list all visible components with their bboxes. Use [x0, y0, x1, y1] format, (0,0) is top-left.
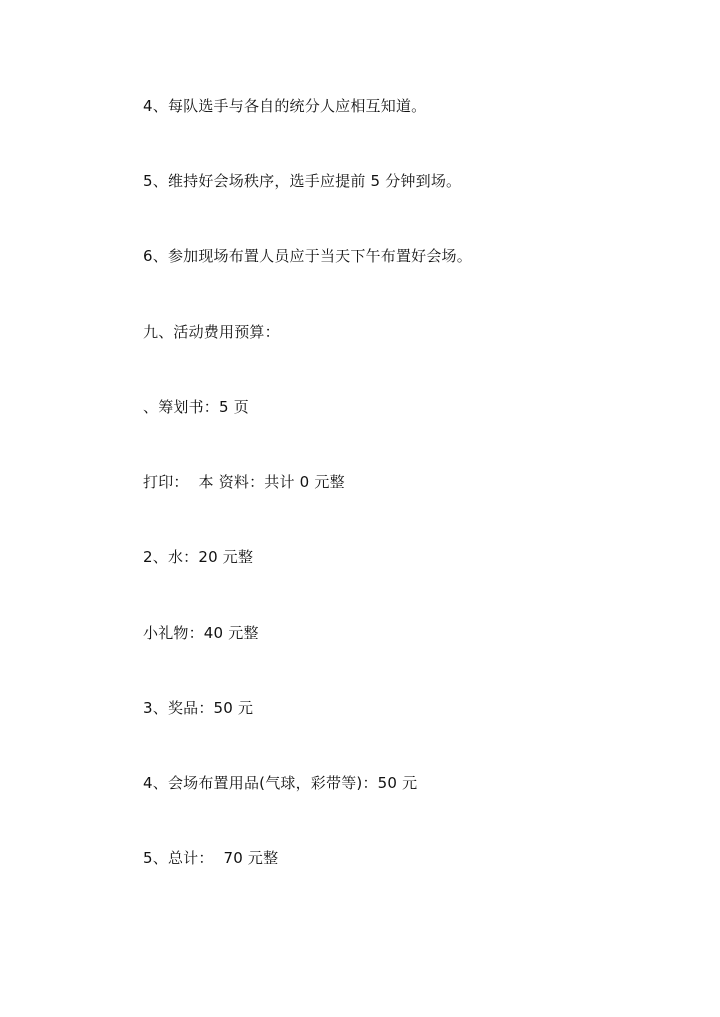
budget-item-water: 2、水：20 元整 [143, 548, 254, 566]
budget-item-plan-book: 、筹划书：5 页 [143, 398, 249, 416]
section-heading-budget: 九、活动费用预算： [143, 323, 280, 341]
budget-item-total: 5、总计： 70 元整 [143, 849, 279, 867]
rule-item-6: 6、参加现场布置人员应于当天下午布置好会场。 [143, 247, 472, 265]
rule-item-5: 5、维持好会场秩序，选手应提前 5 分钟到场。 [143, 172, 462, 190]
budget-item-venue-decoration: 4、会场布置用品(气球，彩带等)：50 元 [143, 774, 418, 792]
rule-item-4: 4、每队选手与各自的统分人应相互知道。 [143, 97, 427, 115]
budget-item-printing: 打印： 本 资料：共计 0 元整 [143, 473, 345, 491]
budget-item-small-gifts: 小礼物：40 元整 [143, 624, 259, 642]
budget-item-prizes: 3、奖品：50 元 [143, 699, 254, 717]
